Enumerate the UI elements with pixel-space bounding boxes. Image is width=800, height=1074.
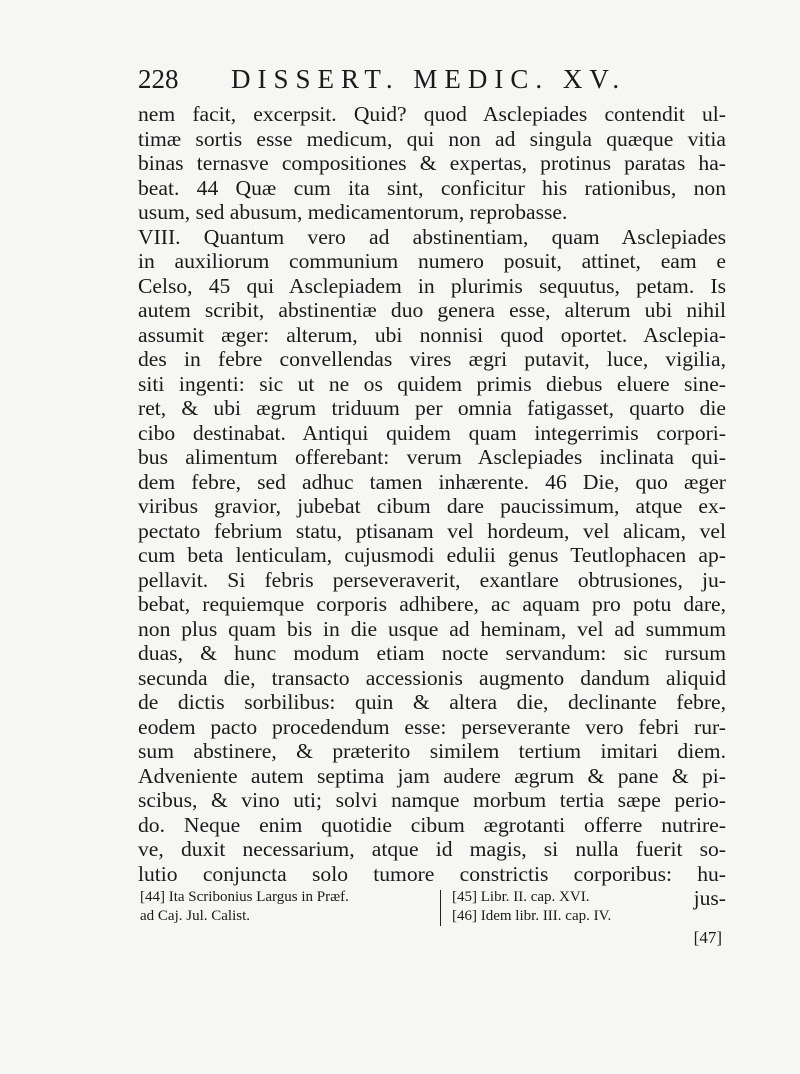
running-title: DISSERT. MEDIC. XV. xyxy=(231,64,627,94)
footnote-divider xyxy=(440,890,441,926)
footnotes-left xyxy=(140,888,432,926)
text-line: viribus gravior, jubebat cibum dare paucissimum, atque ex- xyxy=(138,494,726,518)
text-line: pectato febrium statu, ptisanam vel hordeum, vel alicam, vel xyxy=(138,518,726,543)
text-line: do. Neque enim quotidie cibum ægrotanti offerre nutrire- xyxy=(138,812,726,837)
text-line: Adveniente autem septima jam audere ægrum & pane & pi- xyxy=(138,763,726,788)
footnote-45: [45] Libr. II. cap. XVI. xyxy=(452,889,590,905)
text-line: cibo destinabat. Antiqui quidem quam integerrimis corpori- xyxy=(138,420,726,445)
text-line: siti ingenti: sic ut ne os quidem primis diebus eluere sine- xyxy=(138,371,726,396)
text-line: lutio conjuncta solo tumore constrictis corporibus: hu- xyxy=(138,861,726,886)
text-line: timæ sortis esse medicum, qui non ad singula quæque vitia xyxy=(138,126,726,151)
text-line: dem febre, sed adhuc tamen inhærente. 46 Die, quo æger xyxy=(138,469,726,494)
footnote-46: [46] Idem libr. III. cap. IV. xyxy=(452,908,612,924)
text-line: des in febre convellendas vires ægri putavit, luce, vigilia, xyxy=(138,347,726,371)
text-line: bebat, requiemque corporis adhibere, ac aquam pro potu dare, xyxy=(138,592,726,616)
text-line: autem scribit, abstinentiæ duo genera esse, alterum ubi nihil xyxy=(138,298,726,322)
text-line: non plus quam bis in die usque ad heminam, vel ad summum xyxy=(138,616,726,641)
text-line: beat. 44 Quæ cum ita sint, conficitur his rationibus, non xyxy=(138,175,726,200)
footnote-44-cont: ad Caj. Jul. Calist. xyxy=(140,908,250,924)
text-line: sum abstinere, & præterito similem tertium imitari diem. xyxy=(138,739,726,763)
text-line: nem facit, excerpsit. Quid? quod Asclepiades contendit ul- xyxy=(138,102,726,126)
body-text xyxy=(138,102,726,911)
page-number: 228 xyxy=(138,64,179,94)
text-line: Celso, 45 qui Asclepiadem in plurimis sequutus, petam. Is xyxy=(138,273,726,298)
text-line: bus alimentum offerebant: verum Asclepiades inclinata qui- xyxy=(138,445,726,469)
text-line: ret, & ubi ægrum triduum per omnia fatigasset, quarto die xyxy=(138,396,726,420)
text-line: cum beta lenticulam, cujusmodi edulii genus Teutlophacen ap- xyxy=(138,543,726,567)
catchword-line: jus- xyxy=(693,886,726,910)
footnotes-right xyxy=(452,888,722,926)
text-line: binas ternasve compositiones & expertas, protinus paratas ha- xyxy=(138,151,726,175)
text-line: in auxiliorum communium numero posuit, attinet, eam e xyxy=(138,249,726,273)
text-line: VIII. Quantum vero ad abstinentiam, quam Asclepiades xyxy=(138,224,726,249)
text-line: scibus, & vino uti; solvi namque morbum tertia sæpe perio- xyxy=(138,788,726,812)
text-line: pellavit. Si febris perseveraverit, exantlare obtrusiones, ju- xyxy=(138,567,726,592)
footnote-catchword: [47] xyxy=(693,928,722,947)
text-line: eodem pacto procedendum esse: perseverante vero febri rur- xyxy=(138,714,726,739)
footnote-44: [44] Ita Scribonius Largus in Præf. xyxy=(140,889,349,905)
text-line: usum, sed abusum, medicamentorum, reprobasse. xyxy=(138,200,568,224)
text-line: de dictis sorbilibus: quin & altera die, declinante febre, xyxy=(138,690,726,714)
text-line: duas, & hunc modum etiam nocte servandum: sic rursum xyxy=(138,641,726,665)
text-line: assumit æger: alterum, ubi nonnisi quod oportet. Asclepia- xyxy=(138,322,726,347)
text-line: ve, duxit necessarium, atque id magis, si nulla fuerit so- xyxy=(138,837,726,861)
text-line: secunda die, transacto accessionis augmento dandum aliquid xyxy=(138,665,726,690)
